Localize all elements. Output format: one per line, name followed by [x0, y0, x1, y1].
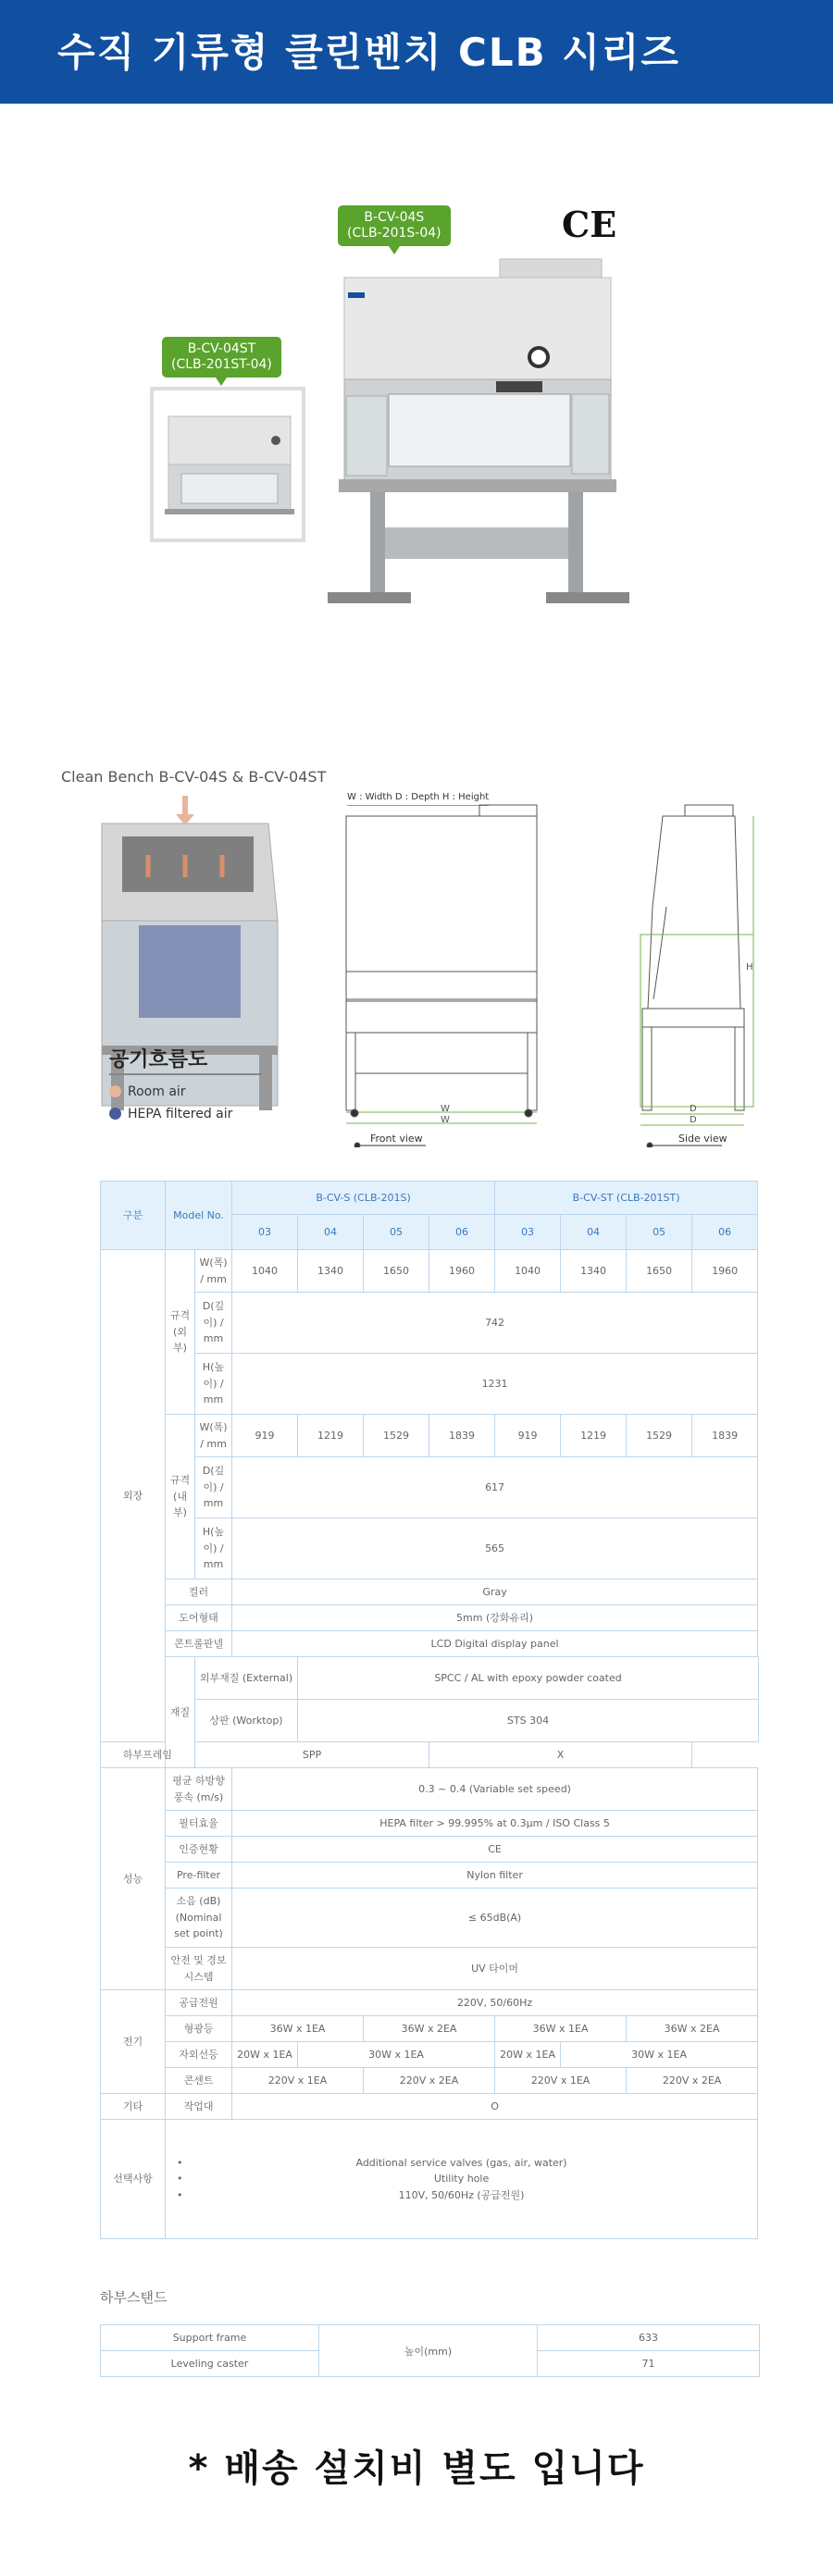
int-size-label: 규격(내부): [166, 1415, 195, 1579]
row-speed: [101, 1768, 759, 1811]
outlet-label: 콘센트: [166, 2068, 232, 2094]
thumbnail-photo: [152, 389, 304, 540]
value-cell: 1340: [298, 1250, 364, 1293]
stand-row-frame: [101, 2325, 760, 2351]
row-ext-material: [101, 1657, 759, 1700]
lower-frame-s: SPP: [195, 1742, 429, 1768]
model-cell: 03: [232, 1215, 298, 1250]
legend-room-air-label: Room air: [128, 1084, 186, 1099]
leveling-caster-label: Leveling caster: [101, 2351, 319, 2377]
outlet-value: 220V x 1EA: [232, 2068, 364, 2094]
door-value: 5mm (강화유리): [232, 1605, 758, 1631]
row-h-ext: [101, 1354, 759, 1415]
row-filter: [101, 1811, 759, 1837]
model-cell: 06: [429, 1215, 495, 1250]
row-worktable: [101, 2094, 759, 2120]
model-cell: 05: [627, 1215, 692, 1250]
row-noise: [101, 1889, 759, 1948]
row-d-ext: [101, 1293, 759, 1354]
ext-material-value: SPCC / AL with epoxy powder coated: [298, 1657, 759, 1700]
option-text: 110V, 50/60Hz (공급전원): [398, 2188, 525, 2201]
d-int-label: D(깊이) / mm: [195, 1457, 232, 1518]
cert-value: CE: [232, 1837, 758, 1863]
front-view-label: Front view: [370, 1133, 423, 1145]
worktop-label: 상판 (Worktop): [195, 1700, 298, 1742]
header-group: 구분: [101, 1182, 166, 1250]
model-cell: 04: [298, 1215, 364, 1250]
noise-value: ≤ 65dB(A): [232, 1889, 758, 1948]
noise-label: 소음 (dB) (Nominal set point): [166, 1889, 232, 1948]
row-d-int: [101, 1457, 759, 1518]
front-view-drawing: [346, 805, 537, 1147]
option-item: [168, 2155, 755, 2172]
worktable-value: O: [232, 2094, 758, 2120]
header-series-st: B-CV-ST (CLB-201ST): [495, 1182, 758, 1215]
value-cell: 1219: [298, 1415, 364, 1457]
row-power: [101, 1990, 759, 2016]
airflow-title: 공기흐름도: [109, 1048, 208, 1071]
row-control: [101, 1631, 759, 1657]
cat-electric: 전기: [101, 1990, 166, 2094]
side-view-label: Side view: [678, 1133, 727, 1145]
row-color: [101, 1579, 759, 1605]
lamp-value: 36W x 2EA: [364, 2016, 495, 2042]
dim-w-label-2: W: [441, 1115, 450, 1125]
height-label: 높이(mm): [319, 2325, 538, 2377]
uv-label: 자외선등: [166, 2042, 232, 2068]
safety-value: UV 타이머: [232, 1948, 758, 1990]
row-h-int: [101, 1518, 759, 1579]
cat-options: 선택사항: [101, 2120, 166, 2239]
value-cell: 1219: [561, 1415, 627, 1457]
row-cert: [101, 1837, 759, 1863]
uv-value: 30W x 1EA: [561, 2042, 758, 2068]
support-frame-label: Support frame: [101, 2325, 319, 2351]
model-cell: 06: [692, 1215, 758, 1250]
speed-value: 0.3 ~ 0.4 (Variable set speed): [232, 1768, 758, 1811]
lamp-value: 36W x 1EA: [495, 2016, 627, 2042]
outlet-value: 220V x 2EA: [627, 2068, 758, 2094]
row-door: [101, 1605, 759, 1631]
page-title: 수직 기류형 클린벤치 CLB 시리즈: [57, 30, 680, 75]
main-cabinet-photo: [328, 259, 629, 603]
uv-value: 30W x 1EA: [298, 2042, 495, 2068]
value-cell: 919: [495, 1415, 561, 1457]
option-bullet: •: [177, 2156, 183, 2169]
option-text: Utility hole: [433, 2173, 490, 2186]
row-lamp: [101, 2016, 759, 2042]
filter-value: HEPA filter > 99.995% at 0.3μm / ISO Class 5: [232, 1811, 758, 1837]
support-frame-value: 633: [538, 2325, 760, 2351]
option-text: Additional service valves (gas, air, water): [355, 2156, 567, 2169]
legend-hepa-air-label: HEPA filtered air: [128, 1107, 233, 1121]
ext-size-label: 규격(외부): [166, 1250, 195, 1415]
value-cell: 1040: [495, 1250, 561, 1293]
lamp-value: 36W x 2EA: [627, 2016, 758, 2042]
callout-main-line2: (CLB-201S-04): [347, 226, 441, 241]
callout-small-line2: (CLB-201ST-04): [171, 357, 272, 372]
color-label: 컬러: [166, 1579, 232, 1605]
dim-w-label-1: W: [441, 1104, 450, 1114]
power-label: 공급전원: [166, 1990, 232, 2016]
w-int-label: W(폭) / mm: [195, 1415, 232, 1457]
model-cell: 04: [561, 1215, 627, 1250]
ext-material-label: 외부재질 (External): [195, 1657, 298, 1700]
dim-d-label-1: D: [690, 1104, 697, 1114]
side-view-drawing: [640, 805, 753, 1147]
value-cell: 1650: [627, 1250, 692, 1293]
value-cell: 1839: [692, 1415, 758, 1457]
cat-material: 재질: [166, 1657, 195, 1768]
cat-exterior: 외장: [101, 1250, 166, 1742]
header-row-1: [101, 1182, 759, 1215]
control-label: 콘트롤판넬: [166, 1631, 232, 1657]
diagram-caption: Clean Bench B-CV-04S & B-CV-04ST: [61, 768, 327, 786]
w-ext-label: W(폭) / mm: [195, 1250, 232, 1293]
row-prefilter: [101, 1863, 759, 1889]
h-ext-label: H(높이) / mm: [195, 1354, 232, 1415]
uv-value: 20W x 1EA: [232, 2042, 298, 2068]
h-ext-value: 1231: [232, 1354, 758, 1415]
value-cell: 1839: [429, 1415, 495, 1457]
option-item: [168, 2187, 755, 2204]
h-int-label: H(높이) / mm: [195, 1518, 232, 1579]
legend-room-air: [109, 1084, 186, 1099]
spec-table: [100, 1181, 759, 2239]
option-item: [168, 2171, 755, 2187]
option-bullet: •: [177, 2188, 183, 2201]
value-cell: 1960: [429, 1250, 495, 1293]
options-list: [166, 2120, 758, 2239]
safety-label: 안전 및 경보 시스템: [166, 1948, 232, 1990]
lower-frame-label: 하부프레임: [101, 1742, 195, 1768]
option-bullet: •: [177, 2173, 183, 2186]
d-ext-value: 742: [232, 1293, 758, 1354]
value-cell: 919: [232, 1415, 298, 1457]
row-lower-frame: [101, 1742, 759, 1768]
outlet-value: 220V x 1EA: [495, 2068, 627, 2094]
cat-other: 기타: [101, 2094, 166, 2120]
row-options: [101, 2120, 759, 2239]
dim-h-label: H: [746, 962, 753, 972]
dimension-legend: W : Width D : Depth H : Height: [347, 792, 489, 806]
d-int-value: 617: [232, 1457, 758, 1518]
prefilter-value: Nylon filter: [232, 1863, 758, 1889]
legend-hepa-air: [109, 1107, 232, 1121]
stand-table: [100, 2324, 760, 2377]
header-model: Model No.: [166, 1182, 232, 1250]
callout-main-line1: B-CV-04S: [364, 210, 425, 225]
model-cell: 03: [495, 1215, 561, 1250]
product-photo: [0, 185, 833, 703]
row-worktop: [101, 1700, 759, 1742]
lower-frame-st: X: [429, 1742, 692, 1768]
worktable-label: 작업대: [166, 2094, 232, 2120]
lamp-label: 형광등: [166, 2016, 232, 2042]
d-ext-label: D(깊이) / mm: [195, 1293, 232, 1354]
shipping-note: * 배송 설치비 별도 입니다: [188, 2447, 645, 2490]
power-value: 220V, 50/60Hz: [232, 1990, 758, 2016]
ce-mark: CE: [562, 204, 617, 245]
door-label: 도어형태: [166, 1605, 232, 1631]
uv-value: 20W x 1EA: [495, 2042, 561, 2068]
h-int-value: 565: [232, 1518, 758, 1579]
row-w-int: [101, 1415, 759, 1457]
worktop-value: STS 304: [298, 1700, 759, 1742]
page-header: [0, 0, 833, 104]
row-outlet: [101, 2068, 759, 2094]
stand-title: 하부스탠드: [100, 2289, 168, 2306]
dim-d-label-2: D: [690, 1115, 697, 1125]
row-safety: [101, 1948, 759, 1990]
outlet-value: 220V x 2EA: [364, 2068, 495, 2094]
leveling-caster-value: 71: [538, 2351, 760, 2377]
control-value: LCD Digital display panel: [232, 1631, 758, 1657]
cat-performance: 성능: [101, 1768, 166, 1990]
lamp-value: 36W x 1EA: [232, 2016, 364, 2042]
speed-label: 평균 하방향 풍속 (m/s): [166, 1768, 232, 1811]
value-cell: 1650: [364, 1250, 429, 1293]
header-series-s: B-CV-S (CLB-201S): [232, 1182, 495, 1215]
row-w-ext: [101, 1250, 759, 1293]
value-cell: 1040: [232, 1250, 298, 1293]
value-cell: 1960: [692, 1250, 758, 1293]
cert-label: 인증현황: [166, 1837, 232, 1863]
room-air-dot: [109, 1085, 121, 1097]
row-uv: [101, 2042, 759, 2068]
model-cell: 05: [364, 1215, 429, 1250]
filter-label: 필터효율: [166, 1811, 232, 1837]
airflow-divider: [109, 1073, 262, 1075]
color-value: Gray: [232, 1579, 758, 1605]
value-cell: 1340: [561, 1250, 627, 1293]
hepa-air-dot: [109, 1108, 121, 1120]
value-cell: 1529: [364, 1415, 429, 1457]
value-cell: 1529: [627, 1415, 692, 1457]
prefilter-label: Pre-filter: [166, 1863, 232, 1889]
callout-small-line1: B-CV-04ST: [187, 341, 256, 356]
